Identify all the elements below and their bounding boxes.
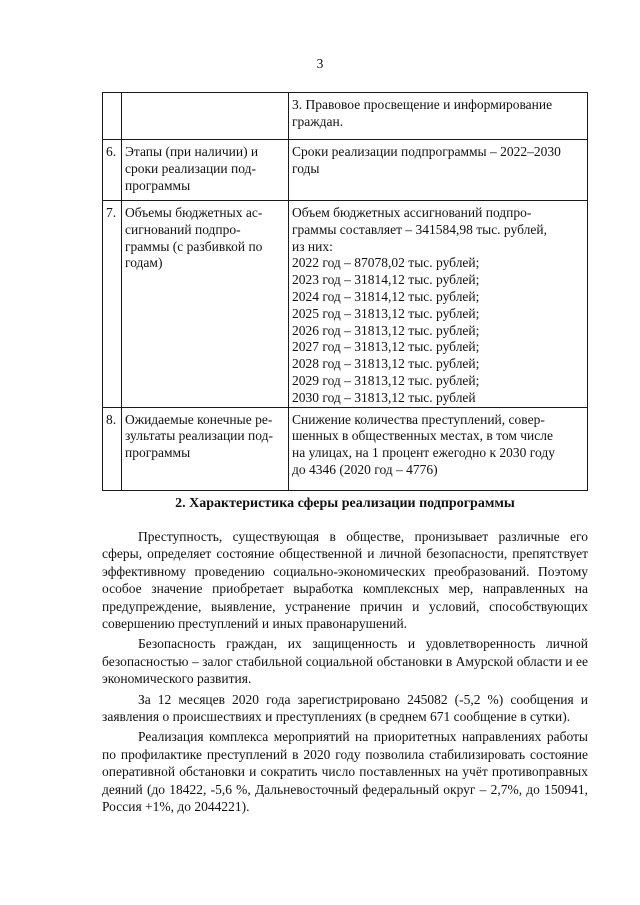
row-value-line: годы [292,160,320,176]
row-number: 7. [103,201,122,408]
row-value-line: 2030 год – 31813,12 тыс. рублей [292,389,476,405]
table-row [103,201,588,408]
table-row [103,93,588,140]
row-name-line: зультаты реализации под- [125,428,273,444]
row-value-line: 2022 год – 87078,02 тыс. рублей; [292,255,480,271]
row-value-line: шенных в общественных местах, в том числе [292,428,553,444]
row-name-cell [122,201,289,408]
section-heading: 2. Характеристика сферы реализации подпрограммы [175,496,515,511]
paragraph: За 12 месяцев 2020 года зарегистрировано 245082 (-5,2 %) сообщения и заявления о происшествиях и преступлениях (в среднем 671 сообщение в сутки). [102,691,588,725]
row-name-line: Этапы (при наличии) и [125,144,259,159]
program-passport-table [102,92,588,491]
row-value-line: 2026 год – 31813,12 тыс. рублей; [292,322,480,338]
row-number [103,93,122,140]
section-body [102,528,588,819]
row-value-line: 2024 год – 31814,12 тыс. рублей; [292,288,480,304]
row-value-cell [289,407,588,490]
row-value-cell [289,140,588,201]
row-value-line: Снижение количества преступлений, совер- [292,411,545,427]
row-value-line: граммы составляет – 341584,98 тыс. рублей, [292,221,547,237]
row-name-line: программы [125,445,191,461]
row-value-line: Объем бюджетных ассигнований подпро- [292,205,532,220]
row-value-line: 2028 год – 31813,12 тыс. рублей; [292,356,480,372]
row-value-line: граждан. [292,113,344,129]
row-value-line: 2029 год – 31813,12 тыс. рублей; [292,372,480,388]
row-name-line: Ожидаемые конечные ре- [125,411,273,427]
row-value-line: 2023 год – 31814,12 тыс. рублей; [292,272,480,288]
page-number: 3 [316,56,324,71]
row-value-line: 2027 год – 31813,12 тыс. рублей; [292,339,480,355]
row-value-cell [289,93,588,140]
paragraph: Безопасность граждан, их защищенность и удовлетворенность личной безопасностью – залог стабильной социальной обстановки в Амурской области и ее экономического развития. [102,636,588,687]
row-value-cell [289,201,588,408]
row-name-line: сроки реализации под- [125,160,256,176]
row-name-line: сигнований подпро- [125,221,241,237]
table-body [103,93,588,491]
row-value-line: 2025 год – 31813,12 тыс. рублей; [292,305,480,321]
row-name-cell [122,407,289,490]
row-name-line: программы [125,177,191,193]
row-name-line: граммы (с разбивкой по [125,238,263,254]
row-value-line: из них: [292,238,333,254]
row-name-cell [122,140,289,201]
row-number: 8. [103,407,122,490]
table-row [103,140,588,201]
row-number: 6. [103,140,122,201]
row-value-line: Сроки реализации подпрограммы – 2022–2030 [292,144,561,159]
table-row [103,407,588,490]
paragraph: Реализация комплекса мероприятий на приоритетных направлениях работы по профилактике преступлений в 2020 году позволила стабилизировать состояние оперативной обстановки и сократить число поставленных на учёт противоправных деяний (до 18422, -5,6 %, Дальневосточный федеральный округ – 2,7%, до 150941, Россия +1%, до 2044221). [102,729,588,815]
row-name-cell [122,93,289,140]
row-name-line: годам) [125,255,163,271]
row-value-line: на улицах, на 1 процент ежегодно к 2030 году [292,445,555,461]
row-value-line: 3. Правовое просвещение и информирование [292,97,553,112]
row-value-line: до 4346 (2020 год – 4776) [292,461,438,477]
paragraph: Преступность, существующая в обществе, пронизывает различные его сферы, определяет состояние общественной и личной безопасности, препятствует эффективному проведению социально-экономических преобразований. Поэтому особое значение приобретает выработка комплексных мер, направленных на предупреждение, выявление, устранение причин и условий, способствующих совершению преступлений и иных правонарушений. [102,529,588,632]
row-name-line: Объемы бюджетных ас- [125,205,263,220]
